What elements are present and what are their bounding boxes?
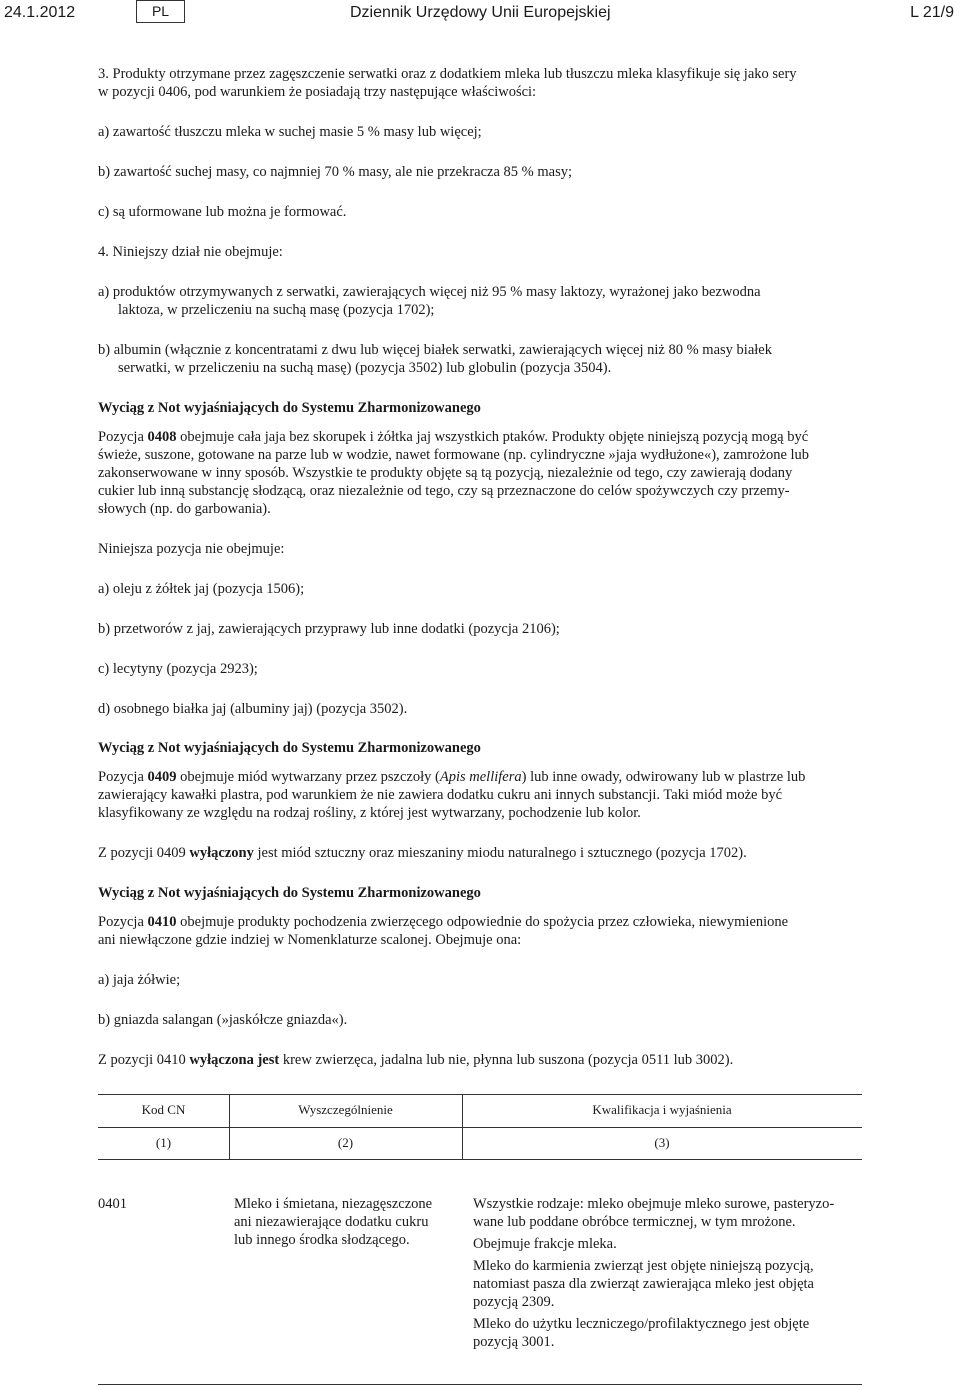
emphasis: wyłączona jest — [189, 1052, 280, 1068]
text-span: Z pozycji 0409 — [98, 845, 190, 861]
column-number-2: (2) — [337, 1135, 354, 1150]
paragraph-4-item-a-line-2: laktoza, w przeliczeniu na suchą masę (pozycja 1702); — [118, 302, 435, 318]
text-span: obejmuje produkty pochodzenia zwierzęcego odpowiednie do spożycia przez człowieka, niewymienione — [176, 914, 789, 930]
journal-title: Dziennik Urzędowy Unii Europejskiej — [350, 4, 611, 21]
row-qualification-3-line-2: natomiast pasza dla zwierząt zawierająca mleko jest objęta — [473, 1276, 814, 1292]
row-description-line-2: ani niezawierające dodatku cukru — [234, 1214, 429, 1230]
heading-code: 0410 — [147, 914, 177, 930]
column-number-1: (1) — [155, 1135, 172, 1150]
paragraph-3-line-1: 3. Produkty otrzymane przez zagęszczenie serwatki oraz z dodatkiem mleka lub tłuszczu mleka klasyfikuje się jako sery — [98, 66, 797, 82]
section-1-line-1 — [98, 429, 808, 446]
section-1-line-5: słowych (np. do garbowania). — [98, 501, 271, 517]
section-1-line-2: świeże, suszone, gotowane na parze lub w wodzie, nawet formowane (np. cylindryczne »jaja wydłużone«), zamrożone lub — [98, 447, 810, 463]
text-span: obejmuje miód wytwarzany przez pszczoły ( — [176, 769, 440, 785]
language-badge: PL — [136, 0, 185, 23]
column-number-3: (3) — [654, 1135, 670, 1150]
section-3-item-a: a) jaja żółwie; — [98, 972, 181, 988]
paragraph-3-item-c: c) są uformowane lub można je formować. — [98, 204, 347, 220]
section-3-line-2: ani niewłączone gdzie indziej w Nomenklaturze scalonej. Obejmuje ona: — [98, 932, 522, 948]
text-span: Pozycja — [98, 769, 148, 785]
paragraph-4: 4. Niniejszy dział nie obejmuje: — [98, 244, 283, 260]
row-description-line-1: Mleko i śmietana, niezagęszczone — [234, 1196, 433, 1212]
table-rule-numbers — [98, 1159, 862, 1160]
row-cn-code: 0401 — [98, 1196, 127, 1212]
text-span: krew zwierzęca, jadalna lub nie, płynna lub suszona (pozycja 0511 lub 3002). — [279, 1052, 734, 1068]
section-2-line-2: zawierający kawałki plastra, pod warunkiem że nie zawiera dodatku cukru ani innych substancji. Taki miód może być — [98, 787, 782, 803]
paragraph-3-item-a: a) zawartość tłuszczu mleka w suchej masie 5 % masy lub więcej; — [98, 124, 482, 140]
page-number: L 21/9 — [910, 4, 954, 21]
section-1-item-c: c) lecytyny (pozycja 2923); — [98, 661, 258, 677]
paragraph-4-item-b-line-2: serwatki, w przeliczeniu na suchą masę) (pozycja 3502) lub globulin (pozycja 3504). — [118, 360, 612, 376]
section-1-exclusion-intro: Niniejsza pozycja nie obejmuje: — [98, 541, 285, 557]
table-rule-header — [98, 1127, 862, 1128]
text-span: Pozycja — [98, 914, 148, 930]
text-span: jest miód sztuczny oraz mieszaniny miodu naturalnego i sztucznego (pozycja 1702). — [253, 845, 747, 861]
row-qualification-4-line-1: Mleko do użytku leczniczego/profilaktycznego jest objęte — [473, 1316, 810, 1332]
row-qualification-2: Obejmuje frakcje mleka. — [473, 1236, 617, 1252]
section-1-line-3: zakonserwowane w inny sposób. Wszystkie te produkty objęte są tą pozycją, niezależnie od tego, czy zawierają dodany — [98, 465, 793, 481]
column-header-qualification: Kwalifikacja i wyjaśnienia — [592, 1102, 732, 1117]
text-span: Z pozycji 0410 — [98, 1052, 190, 1068]
latin-name: Apis mellifera — [439, 769, 522, 785]
section-2-exclusion — [98, 845, 747, 862]
row-qualification-3-line-3: pozycją 2309. — [473, 1294, 555, 1310]
section-3-exclusion — [98, 1052, 733, 1069]
publication-date: 24.1.2012 — [4, 4, 76, 21]
section-heading-2: Wyciąg z Not wyjaśniających do Systemu Zharmonizowanego — [98, 740, 481, 756]
paragraph-4-item-a-line-1: a) produktów otrzymywanych z serwatki, zawierających więcej niż 95 % masy laktozy, wyrażonej jako bezwodna — [98, 284, 761, 300]
section-1-item-a: a) oleju z żółtek jaj (pozycja 1506); — [98, 581, 305, 597]
column-header-description: Wyszczególnienie — [298, 1102, 393, 1117]
paragraph-3-item-b: b) zawartość suchej masy, co najmniej 70 % masy, ale nie przekracza 85 % masy; — [98, 164, 573, 180]
section-1-line-4: cukier lub inną substancję słodzącą, oraz niezależnie od tego, czy są przeznaczone do celów spożywczych czy przemy- — [98, 483, 790, 499]
section-1-item-b: b) przetworów z jaj, zawierających przyprawy lub inne dodatki (pozycja 2106); — [98, 621, 560, 637]
text-span: ) lub inne owady, odwirowany lub w plastrze lub — [521, 769, 806, 785]
section-heading-1: Wyciąg z Not wyjaśniających do Systemu Zharmonizowanego — [98, 400, 481, 416]
heading-code: 0409 — [147, 769, 177, 785]
row-qualification-1-line-1: Wszystkie rodzaje: mleko obejmuje mleko surowe, pasteryzo- — [473, 1196, 835, 1212]
heading-code: 0408 — [147, 429, 177, 445]
page-header — [0, 0, 960, 30]
text-span: Pozycja — [98, 429, 148, 445]
section-3-line-1 — [98, 914, 788, 931]
text-span: obejmuje cała jaja bez skorupek i żółtka jaj wszystkich ptaków. Produkty objęte niniejszą pozycją mogą być — [176, 429, 809, 445]
paragraph-3-line-2: w pozycji 0406, pod warunkiem że posiadają trzy następujące właściwości: — [98, 84, 537, 100]
section-1-item-d: d) osobnego białka jaj (albuminy jaj) (pozycja 3502). — [98, 701, 408, 717]
table-rule-bottom — [98, 1384, 862, 1385]
table-rule-top — [98, 1094, 862, 1095]
emphasis: wyłączony — [189, 845, 254, 861]
row-qualification-3-line-1: Mleko do karmienia zwierząt jest objęte niniejszą pozycją, — [473, 1258, 814, 1274]
section-3-item-b: b) gniazda salangan (»jaskółcze gniazda«). — [98, 1012, 348, 1028]
section-2-line-3: klasyfikowany ze względu na rodzaj rośliny, z której jest wytwarzany, pochodzenie lub kolor. — [98, 805, 641, 821]
section-heading-3: Wyciąg z Not wyjaśniających do Systemu Zharmonizowanego — [98, 885, 481, 901]
row-qualification-1-line-2: wane lub poddane obróbce termicznej, w tym mrożone. — [473, 1214, 796, 1230]
column-header-code: Kod CN — [141, 1102, 186, 1117]
row-qualification-4-line-2: pozycją 3001. — [473, 1334, 555, 1350]
section-2-line-1 — [98, 769, 805, 786]
row-description-line-3: lub innego środka słodzącego. — [234, 1232, 410, 1248]
paragraph-4-item-b-line-1: b) albumin (włącznie z koncentratami z dwu lub więcej białek serwatki, zawierających więcej niż 80 % masy białek — [98, 342, 772, 358]
